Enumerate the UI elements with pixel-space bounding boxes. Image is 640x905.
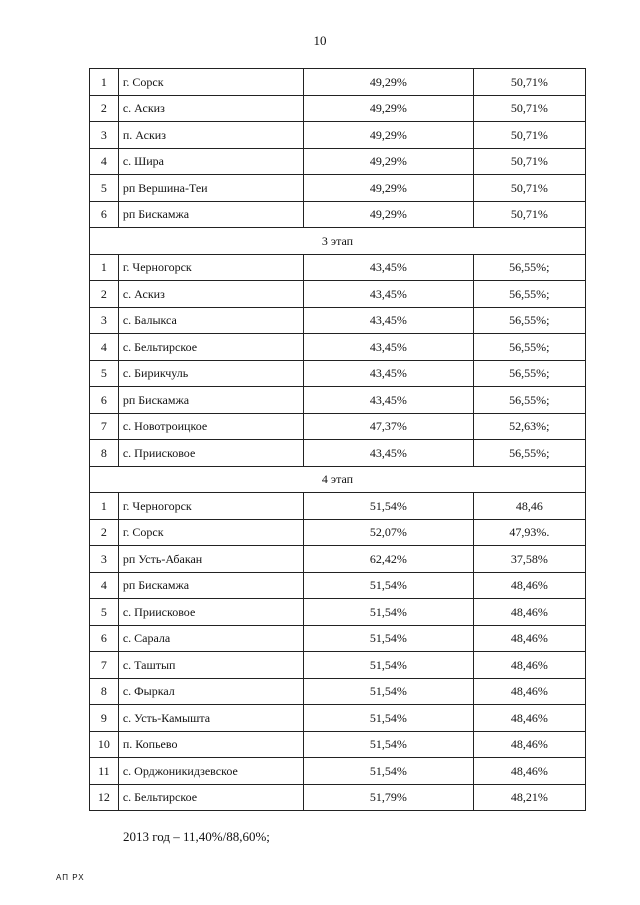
row-number: 6 xyxy=(90,387,119,414)
share-value-1: 49,29% xyxy=(304,201,474,228)
table-row xyxy=(90,519,586,546)
share-value-1: 51,54% xyxy=(304,572,474,599)
share-value-1: 43,45% xyxy=(304,334,474,361)
row-number: 3 xyxy=(90,307,119,334)
share-value-1: 51,54% xyxy=(304,599,474,626)
table-row xyxy=(90,201,586,228)
share-value-1: 49,29% xyxy=(304,175,474,202)
locality-name: с. Сарала xyxy=(118,625,303,652)
row-number: 1 xyxy=(90,493,119,520)
table-row xyxy=(90,705,586,732)
table-row xyxy=(90,95,586,122)
share-value-2: 56,55%; xyxy=(473,254,585,281)
page-number: 10 xyxy=(313,33,327,48)
row-number: 10 xyxy=(90,731,119,758)
locality-name: с. Аскиз xyxy=(118,281,303,308)
table-row xyxy=(90,360,586,387)
locality-name: с. Приисковое xyxy=(118,440,303,467)
row-number: 7 xyxy=(90,413,119,440)
stage-label: 3 этап xyxy=(90,228,586,255)
share-value-2: 48,46% xyxy=(473,572,585,599)
row-number: 4 xyxy=(90,148,119,175)
table-row xyxy=(90,175,586,202)
share-value-2: 48,46% xyxy=(473,625,585,652)
share-value-2: 48,46% xyxy=(473,652,585,679)
locality-name: п. Копьево xyxy=(118,731,303,758)
locality-name: с. Фыркал xyxy=(118,678,303,705)
row-number: 8 xyxy=(90,678,119,705)
share-value-2: 50,71% xyxy=(473,69,585,96)
share-value-1: 51,54% xyxy=(304,678,474,705)
share-value-2: 48,46 xyxy=(473,493,585,520)
locality-name: с. Таштып xyxy=(118,652,303,679)
row-number: 2 xyxy=(90,95,119,122)
share-value-2: 47,93%. xyxy=(473,519,585,546)
row-number: 11 xyxy=(90,758,119,785)
locality-name: с. Бирикчуль xyxy=(118,360,303,387)
locality-name: с. Балыкса xyxy=(118,307,303,334)
share-value-2: 56,55%; xyxy=(473,307,585,334)
share-value-2: 50,71% xyxy=(473,175,585,202)
year-summary: 2013 год – 11,40%/88,60%; xyxy=(123,829,270,844)
locality-name: г. Черногорск xyxy=(118,254,303,281)
row-number: 1 xyxy=(90,254,119,281)
share-value-1: 49,29% xyxy=(304,122,474,149)
table-row xyxy=(90,281,586,308)
table-row xyxy=(90,758,586,785)
locality-name: с. Аскиз xyxy=(118,95,303,122)
share-value-2: 48,46% xyxy=(473,678,585,705)
row-number: 5 xyxy=(90,599,119,626)
table-row xyxy=(90,572,586,599)
row-number: 7 xyxy=(90,652,119,679)
table-row xyxy=(90,784,586,811)
locality-name: п. Аскиз xyxy=(118,122,303,149)
share-value-2: 48,46% xyxy=(473,599,585,626)
table-row xyxy=(90,122,586,149)
share-value-2: 56,55%; xyxy=(473,334,585,361)
locality-name: с. Приисковое xyxy=(118,599,303,626)
share-value-1: 43,45% xyxy=(304,387,474,414)
table-row xyxy=(90,148,586,175)
row-number: 8 xyxy=(90,440,119,467)
locality-name: рп Бискамжа xyxy=(118,201,303,228)
row-number: 5 xyxy=(90,360,119,387)
table-row xyxy=(90,625,586,652)
row-number: 12 xyxy=(90,784,119,811)
locality-name: г. Сорск xyxy=(118,519,303,546)
share-value-1: 62,42% xyxy=(304,546,474,573)
share-value-1: 49,29% xyxy=(304,95,474,122)
table-row xyxy=(90,599,586,626)
locality-name: с. Бельтирское xyxy=(118,784,303,811)
share-value-2: 50,71% xyxy=(473,122,585,149)
share-value-2: 56,55%; xyxy=(473,360,585,387)
share-value-1: 49,29% xyxy=(304,69,474,96)
locality-name: с. Шира xyxy=(118,148,303,175)
share-value-2: 48,21% xyxy=(473,784,585,811)
share-value-1: 52,07% xyxy=(304,519,474,546)
locality-name: рп Бискамжа xyxy=(118,387,303,414)
table-row xyxy=(90,334,586,361)
row-number: 2 xyxy=(90,519,119,546)
row-number: 1 xyxy=(90,69,119,96)
share-value-1: 51,54% xyxy=(304,731,474,758)
footer-mark: АП РХ xyxy=(56,873,85,882)
table-row xyxy=(90,546,586,573)
share-value-2: 48,46% xyxy=(473,705,585,732)
table-row xyxy=(90,493,586,520)
locality-name: с. Новотроицкое xyxy=(118,413,303,440)
table-row xyxy=(90,440,586,467)
share-value-2: 37,58% xyxy=(473,546,585,573)
stage-header-row xyxy=(90,228,586,255)
share-value-1: 51,54% xyxy=(304,758,474,785)
locality-name: г. Черногорск xyxy=(118,493,303,520)
locality-name: рп Усть-Абакан xyxy=(118,546,303,573)
table-row xyxy=(90,69,586,96)
share-value-2: 50,71% xyxy=(473,148,585,175)
share-value-1: 43,45% xyxy=(304,281,474,308)
share-value-1: 51,54% xyxy=(304,652,474,679)
share-value-2: 50,71% xyxy=(473,95,585,122)
stage-header-row xyxy=(90,466,586,493)
share-value-2: 56,55%; xyxy=(473,440,585,467)
share-value-2: 56,55%; xyxy=(473,281,585,308)
locality-name: с. Усть-Камышта xyxy=(118,705,303,732)
share-value-2: 48,46% xyxy=(473,731,585,758)
share-value-1: 43,45% xyxy=(304,307,474,334)
share-value-1: 43,45% xyxy=(304,440,474,467)
row-number: 9 xyxy=(90,705,119,732)
table-body xyxy=(90,69,586,811)
share-value-2: 56,55%; xyxy=(473,387,585,414)
share-value-1: 43,45% xyxy=(304,360,474,387)
share-value-2: 52,63%; xyxy=(473,413,585,440)
table-row xyxy=(90,387,586,414)
table-row xyxy=(90,652,586,679)
share-value-1: 51,79% xyxy=(304,784,474,811)
row-number: 6 xyxy=(90,201,119,228)
row-number: 3 xyxy=(90,546,119,573)
table-row xyxy=(90,413,586,440)
row-number: 4 xyxy=(90,334,119,361)
locality-name: с. Орджоникидзевское xyxy=(118,758,303,785)
table-row xyxy=(90,731,586,758)
tariff-stages-table xyxy=(89,68,586,811)
share-value-1: 43,45% xyxy=(304,254,474,281)
share-value-1: 51,54% xyxy=(304,625,474,652)
locality-name: г. Сорск xyxy=(118,69,303,96)
share-value-2: 48,46% xyxy=(473,758,585,785)
stage-label: 4 этап xyxy=(90,466,586,493)
locality-name: рп Вершина-Теи xyxy=(118,175,303,202)
locality-name: рп Бискамжа xyxy=(118,572,303,599)
locality-name: с. Бельтирское xyxy=(118,334,303,361)
share-value-1: 51,54% xyxy=(304,705,474,732)
row-number: 2 xyxy=(90,281,119,308)
row-number: 4 xyxy=(90,572,119,599)
share-value-1: 49,29% xyxy=(304,148,474,175)
table-row xyxy=(90,254,586,281)
row-number: 3 xyxy=(90,122,119,149)
share-value-2: 50,71% xyxy=(473,201,585,228)
share-value-1: 47,37% xyxy=(304,413,474,440)
table-row xyxy=(90,307,586,334)
share-value-1: 51,54% xyxy=(304,493,474,520)
row-number: 5 xyxy=(90,175,119,202)
table-row xyxy=(90,678,586,705)
row-number: 6 xyxy=(90,625,119,652)
